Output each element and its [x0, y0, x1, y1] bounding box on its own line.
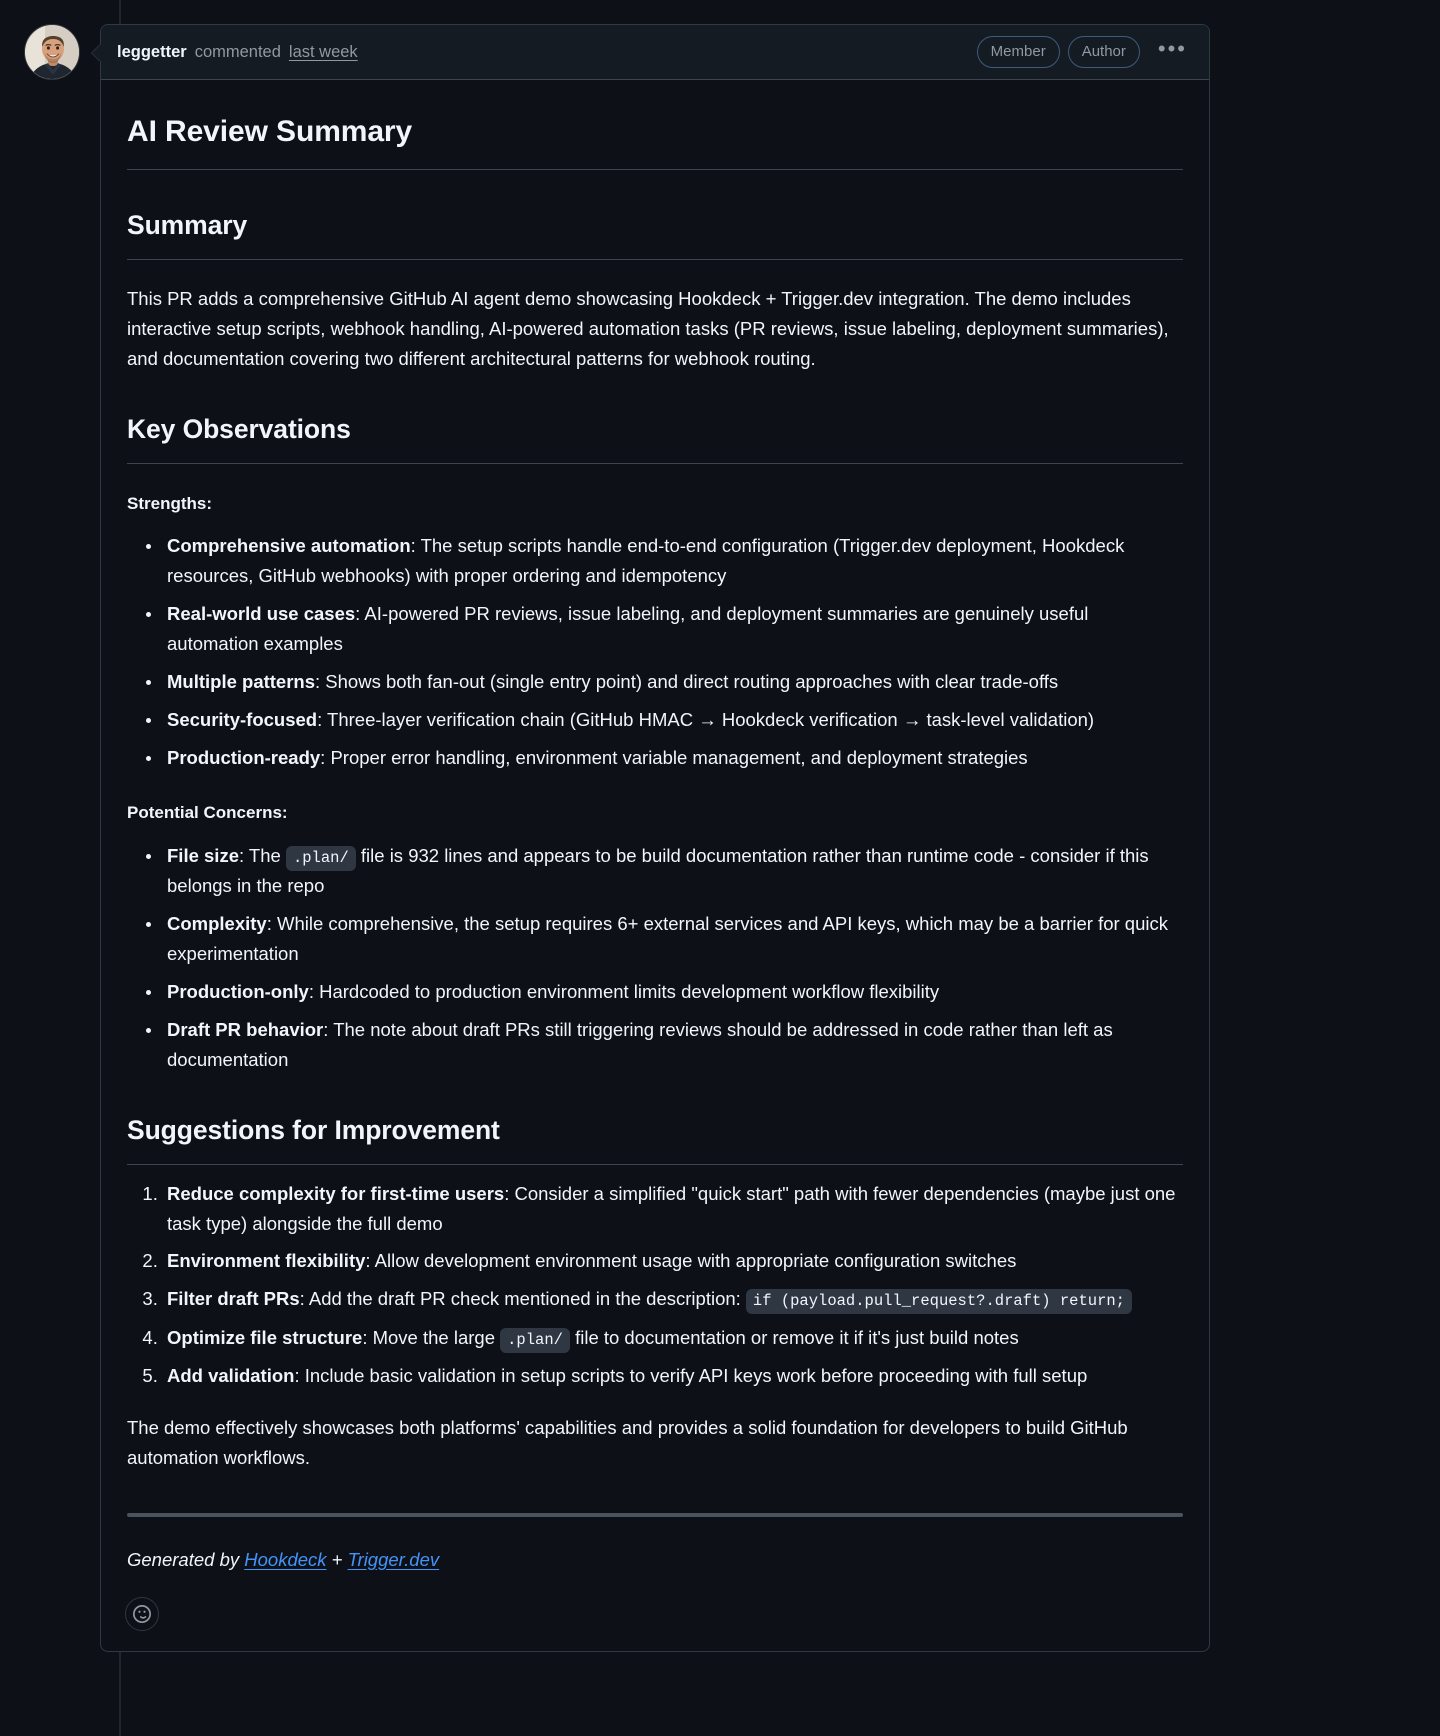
list-item	[163, 909, 1183, 969]
avatar[interactable]	[24, 24, 80, 80]
generated-by-note	[127, 1545, 1183, 1575]
summary-paragraph: This PR adds a comprehensive GitHub AI agent demo showcasing Hookdeck + Trigger.dev integration. The demo includes interactive setup scripts, webhook handling, AI-powered automation tasks (PR reviews, issue labeling, deployment summaries), and documentation covering two different architectural patterns for webhook routing.	[127, 287, 1169, 369]
list-item	[163, 1284, 1183, 1314]
heading-key-observations: Key Observations	[127, 408, 1183, 464]
generated-by-plus: +	[326, 1548, 348, 1570]
heading-summary: Summary	[127, 204, 1183, 260]
comment-wrapper	[100, 24, 1210, 1652]
list-item	[163, 1015, 1183, 1075]
list-item-lead: Environment flexibility	[167, 1250, 366, 1272]
list-item	[163, 1361, 1183, 1391]
list-item	[163, 1246, 1183, 1276]
comment-author-link[interactable]: leggetter	[117, 42, 187, 61]
smiley-icon	[133, 1605, 151, 1623]
comment-arrow	[92, 44, 101, 62]
list-item	[163, 841, 1183, 901]
badge-author[interactable]: Author	[1068, 36, 1140, 68]
suggestions-list	[127, 1179, 1183, 1391]
label-strengths: Strengths:	[127, 493, 212, 513]
badge-member[interactable]: Member	[977, 36, 1060, 68]
list-item-text: : Three-layer verification chain (GitHub HMAC → Hookdeck verification → task-level validation)	[317, 709, 1095, 731]
list-item-text: : AI-powered PR reviews, issue labeling, and deployment summaries are genuinely useful automation examples	[167, 603, 1089, 655]
closing-paragraph: The demo effectively showcases both platforms' capabilities and provides a solid foundation for developers to build GitHub automation workflows.	[127, 1416, 1128, 1468]
list-item-lead: Draft PR behavior	[167, 1018, 324, 1040]
list-item-lead: Production-only	[167, 980, 309, 1002]
list-item	[163, 531, 1183, 591]
hookdeck-link[interactable]: Hookdeck	[244, 1548, 327, 1570]
list-item-lead: Filter draft PRs	[167, 1288, 300, 1310]
list-item-lead: Optimize file structure	[167, 1326, 363, 1348]
generated-by-prefix: Generated by	[127, 1548, 245, 1570]
reaction-row	[101, 1581, 1209, 1651]
list-item-lead: Production-ready	[167, 747, 321, 769]
list-item	[163, 599, 1183, 659]
list-item-text-after: file is 932 lines and appears to be build documentation rather than runtime code - consider if this belongs in the repo	[167, 844, 1149, 896]
label-potential-concerns: Potential Concerns:	[127, 803, 288, 823]
divider	[127, 1513, 1183, 1517]
heading-suggestions: Suggestions for Improvement	[127, 1109, 1183, 1165]
list-item-text: : Hardcoded to production environment limits development workflow flexibility	[308, 980, 940, 1002]
page-title: AI Review Summary	[127, 108, 1183, 170]
inline-code: if (payload.pull_request?.draft) return;	[746, 1289, 1132, 1314]
list-item	[163, 1179, 1183, 1239]
list-item-text: : Add the draft PR check mentioned in the description:	[299, 1288, 746, 1310]
comment-menu-icon[interactable]: •••	[1157, 36, 1187, 61]
strengths-list	[127, 531, 1183, 773]
list-item-text: : Allow development environment usage with appropriate configuration switches	[365, 1250, 1017, 1272]
list-item-lead: File size	[167, 844, 239, 866]
list-item	[163, 705, 1183, 735]
list-item-text: : The setup scripts handle end-to-end configuration (Trigger.dev deployment, Hookdeck resources, GitHub webhooks) with proper ordering and idempotency	[167, 535, 1125, 587]
inline-code: .plan/	[286, 846, 356, 871]
timeline-row	[0, 24, 1440, 1652]
comment-card	[100, 24, 1210, 1652]
list-item-text: : Proper error handling, environment variable management, and deployment strategies	[320, 747, 1028, 769]
inline-code: .plan/	[500, 1328, 570, 1353]
list-item-text: : Include basic validation in setup scripts to verify API keys work before proceeding with full setup	[294, 1364, 1088, 1386]
list-item-text: : While comprehensive, the setup requires 6+ external services and API keys, which may be a barrier for quick experimentation	[167, 912, 1168, 964]
list-item-text: : The note about draft PRs still triggering reviews should be addressed in code rather than left as documentation	[167, 1018, 1113, 1070]
comment-header	[101, 25, 1209, 80]
concerns-list	[127, 841, 1183, 1075]
list-item-text: : Move the large	[362, 1326, 501, 1348]
list-item	[163, 977, 1183, 1007]
list-item-lead: Add validation	[167, 1364, 295, 1386]
trigger-dev-link[interactable]: Trigger.dev	[347, 1548, 440, 1570]
comment-action-text: commented	[194, 42, 281, 61]
list-item	[163, 667, 1183, 697]
list-item-lead: Complexity	[167, 912, 267, 934]
list-item-text: : The	[238, 844, 286, 866]
list-item-lead: Real-world use cases	[167, 603, 356, 625]
list-item-lead: Reduce complexity for first-time users	[167, 1182, 505, 1204]
list-item-lead: Multiple patterns	[167, 671, 316, 693]
add-reaction-button[interactable]	[125, 1597, 159, 1631]
comment-timestamp[interactable]: last week	[288, 42, 358, 61]
list-item-text-after: file to documentation or remove it if it's just build notes	[569, 1326, 1019, 1348]
list-item-lead: Comprehensive automation	[167, 535, 411, 557]
list-item-text: : Consider a simplified "quick start" path with fewer dependencies (maybe just one task type) alongside the full demo	[167, 1182, 1176, 1234]
list-item-text: : Shows both fan-out (single entry point) and direct routing approaches with clear trade-offs	[315, 671, 1059, 693]
comment-body	[101, 80, 1209, 1581]
list-item	[163, 743, 1183, 773]
list-item-lead: Security-focused	[167, 709, 318, 731]
list-item	[163, 1323, 1183, 1353]
